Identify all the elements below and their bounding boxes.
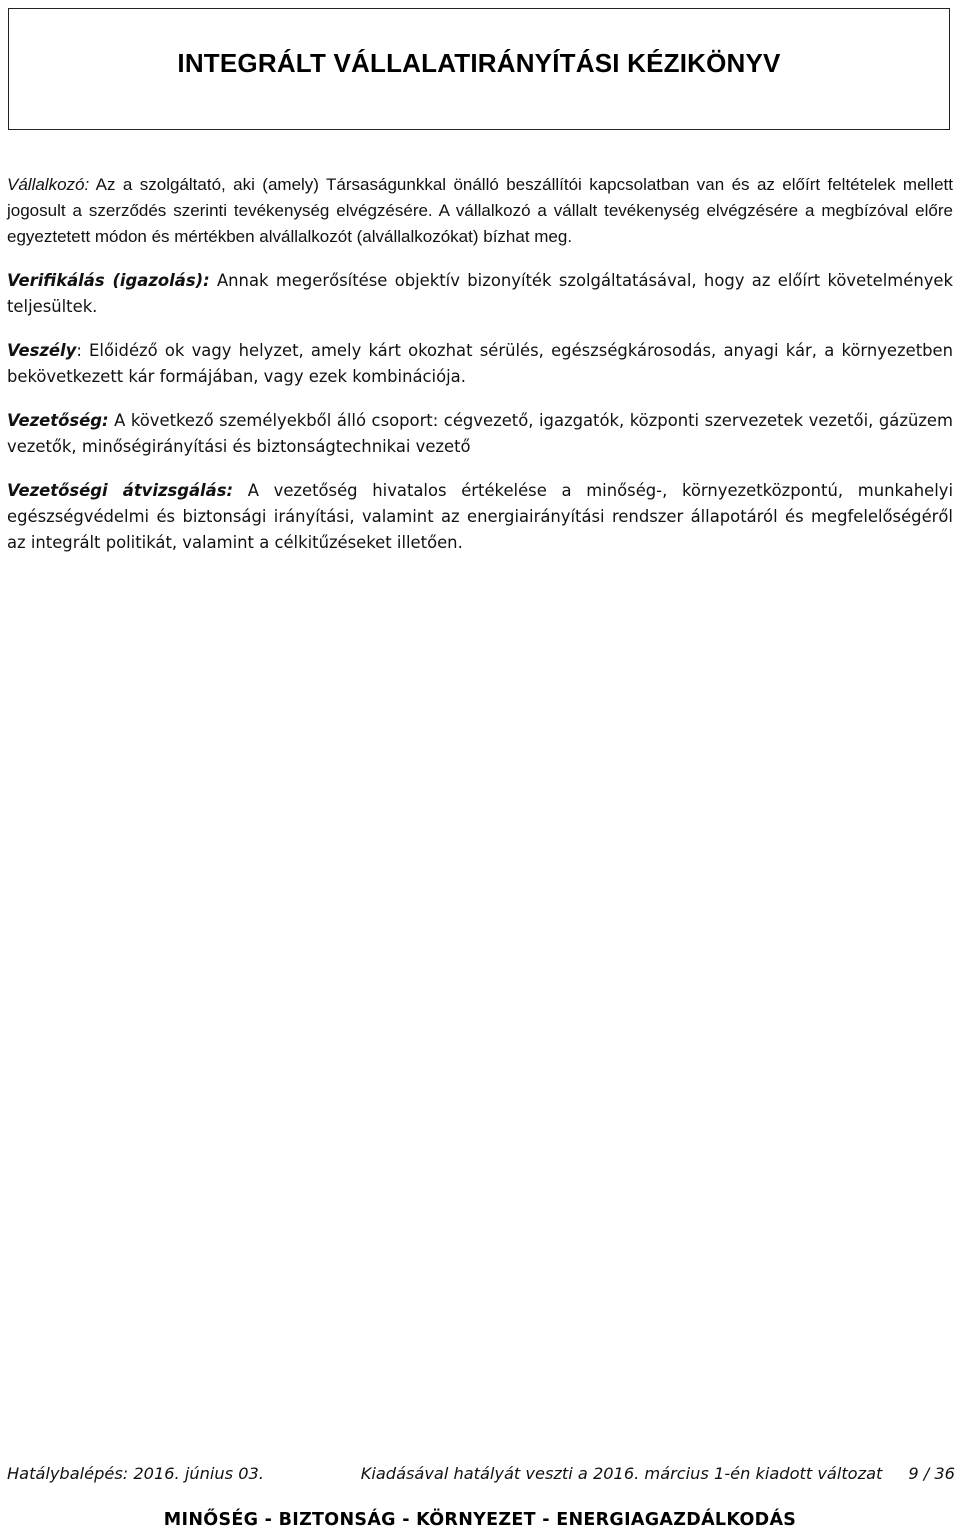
- footer-right-group: [361, 1463, 955, 1485]
- footer-info-line: [7, 1463, 955, 1485]
- definition-term: Vezetőség:: [7, 411, 109, 430]
- definition-vezetosegi-atvizsgalas: [7, 478, 953, 556]
- definition-text: : Előidéző ok vagy helyzet, amely kárt okozhat sérülés, egészségkárosodás, anyagi kár, a környezetben bekövetkezett kár formájában, vagy ezek kombinációja.: [7, 341, 953, 386]
- definition-veszely: [7, 338, 953, 390]
- definition-text: Annak megerősítése objektív bizonyíték szolgáltatásával, hogy az előírt követelmények teljesültek.: [7, 271, 953, 316]
- management-systems-footer: MINŐSÉG - BIZTONSÁG - KÖRNYEZET - ENERGIAGAZDÁLKODÁS: [163, 1510, 797, 1530]
- definition-term: Veszély: [7, 341, 77, 360]
- definition-term: Verifikálás (igazolás):: [7, 271, 210, 290]
- definition-text: A következő személyekből álló csoport: cégvezető, igazgatók, központi szervezetek vezetői, gázüzem vezetők, minőségirányítási és biztonságtechnikai vezető: [7, 411, 953, 456]
- supersedes-note: Kiadásával hatályát veszti a 2016. március 1-én kiadott változat: [360, 1464, 883, 1483]
- header-box: [8, 8, 950, 130]
- definition-text: Az a szolgáltató, aki (amely) Társaságunkkal önálló beszállítói kapcsolatban van és az előírt feltételek mellett jogosult a szerződés szerinti tevékenység elvégzésére. A vállalkozó a vállalt tevékenység elvégzésére a megbízóval előre egyeztetett módon és mértékben alvállalkozót (alvállalkozókat) bízhat meg.: [7, 175, 953, 246]
- page-number: 9 / 36: [908, 1464, 955, 1483]
- document-title: INTEGRÁLT VÁLLALATIRÁNYÍTÁSI KÉZIKÖNYV: [177, 47, 781, 78]
- definition-term: Vállalkozó:: [7, 175, 90, 194]
- definition-vezetoseg: [7, 408, 953, 460]
- definitions-list: [7, 172, 953, 574]
- effective-date: Hatálybalépés: 2016. június 03.: [7, 1464, 264, 1483]
- definition-verifikalas: [7, 268, 953, 320]
- definition-vallalkozo: [7, 172, 953, 250]
- definition-text: A vezetőség hivatalos értékelése a minőség-, környezetközpontú, munkahelyi egészségvédelmi és biztonsági irányítási, valamint az energiairányítási rendszer állapotáról és megfelelőségéről az integrált politikát, valamint a célkitűzéseket illetően.: [7, 481, 953, 552]
- definition-term: Vezetőségi átvizsgálás:: [7, 481, 234, 500]
